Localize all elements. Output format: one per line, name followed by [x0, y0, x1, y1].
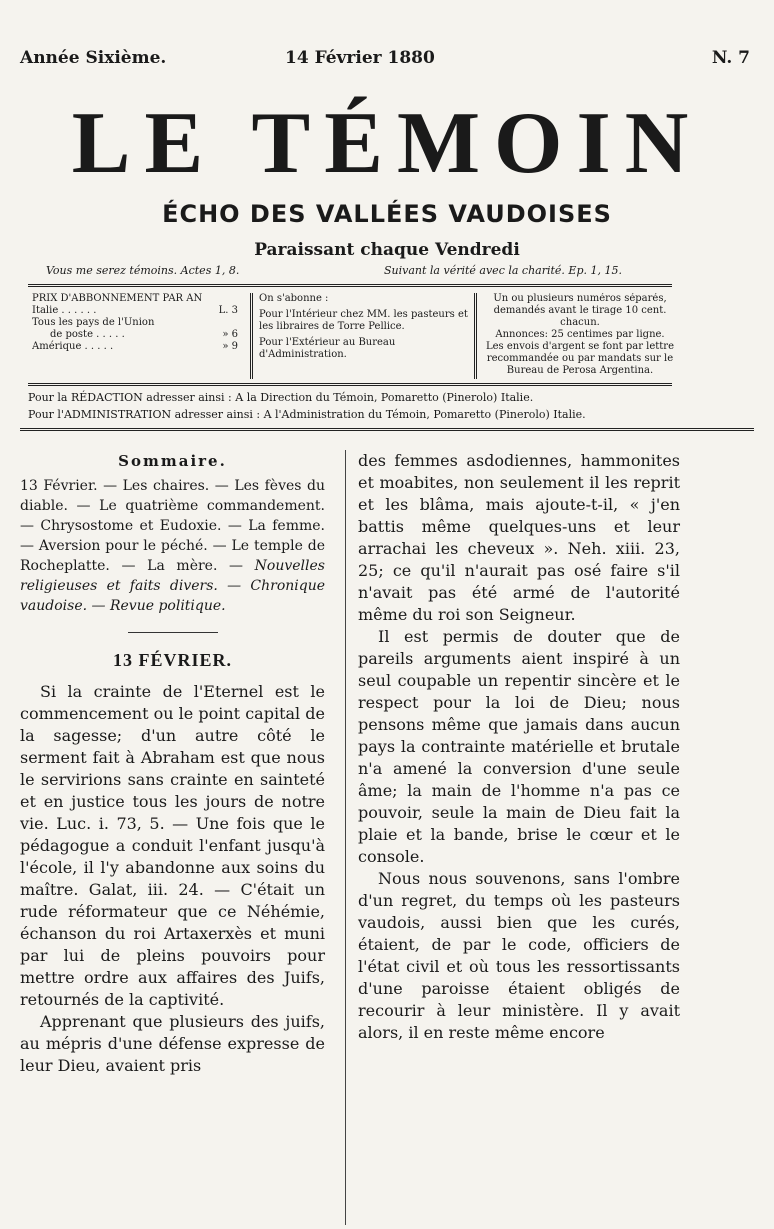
newspaper-subtitle: ÉCHO DES VALLÉES VAUDOISES — [162, 200, 612, 228]
motto-right: Suivant la vérité avec la charité. Ep. 1, 15. — [384, 264, 622, 277]
where-exterior: Pour l'Extérieur au Bureau d'Administration. — [259, 337, 396, 360]
sommaire-body — [20, 476, 325, 616]
publication-frequency: Paraissant chaque Vendredi — [254, 240, 520, 260]
issue-year: Année Sixième. — [20, 48, 167, 68]
article-paragraph: Si la crainte de l'Eternel est le commencement ou le point capital de la sagesse; d'un autre côté le serment fait à Abraham est que nous le servirions sans crainte en sainteté et en justice tous les jours de notre vie. Luc. i. 73, 5. — Une fois que le pédagogue a conduit l'enfant jusqu'à l'école, il l'y abandonne aux soins du maître. Galat, iii. 24. — C'était un rude réformateur que ce Néhémie, échanson du roi Artaxerxès et muni par lui de pleins pouvoirs pour mettre ordre aux affaires des Juifs, retournés de la captivité. — [20, 682, 325, 1009]
price-column — [32, 293, 238, 379]
address-block — [28, 390, 728, 423]
sommaire-items-italic: Nouvelles religieuses et faits divers. — Chronique vaudoise. — Revue politique. — [20, 558, 325, 614]
single-issue-notice: Un ou plusieurs numéros séparés, demandés avant le tirage 10 cent. chacun. — [493, 293, 667, 328]
where-column — [250, 293, 471, 379]
header-rule — [20, 428, 754, 431]
redaction-address: Pour la RÉDACTION adresser ainsi : A la Direction du Témoin, Pomaretto (Pinerolo) Italie. — [28, 391, 534, 404]
sommaire-title: Sommaire. — [118, 452, 227, 470]
ads-notice: Annonces: 25 centimes par ligne. — [495, 329, 665, 340]
price-row: de poste . . . . . » 6 — [50, 329, 238, 340]
notices-column — [474, 293, 677, 379]
article-paragraph: Il est permis de douter que de pareils arguments aient inspiré à un seul coupable un repentir sincère et le respect pour la loi de Dieu; nous pensons même que jamais dans aucun pays la contrainte matérielle et brutale n'a amené la conversion d'une seule âme; la main de l'homme n'a pas ce pouvoir, seule la main de Dieu fait la plaie et la bande, brise le cœur et le console. — [358, 627, 680, 866]
article-paragraph: Apprenant que plusieurs des juifs, au mépris d'une défense expresse de leur Dieu, avaient pris — [20, 1012, 325, 1075]
issue-number: N. 7 — [711, 48, 750, 68]
section-rule — [128, 632, 218, 633]
newspaper-title: LE TÉMOIN — [71, 95, 703, 192]
article-paragraph: des femmes asdodiennes, hammonites et moabites, non seulement il les reprit et les blâma, mais ajoute-t-il, « j'en battis même quelques-uns et leur arrachai les cheveux ». Neh. xiii. 23, 25; ce qu'il n'aurait pas osé faire s'il n'avait pas été armé de l'autorité même du roi son Seigneur. — [358, 451, 680, 624]
money-notice: Les envois d'argent se font par lettre recommandée ou par mandats sur le Bureau de Perosa Argentina. — [485, 341, 675, 376]
motto-left: Vous me serez témoins. Actes 1, 8. — [46, 264, 240, 277]
right-column — [358, 450, 680, 1044]
where-heading: On s'abonne : — [259, 293, 329, 304]
administration-address: Pour l'ADMINISTRATION adresser ainsi : A l'Administration du Témoin, Pomaretto (Pinerolo) Italie. — [28, 407, 586, 421]
where-interior: Pour l'Intérieur chez MM. les pasteurs et les libraires de Torre Pellice. — [259, 309, 468, 332]
issue-info-line — [20, 48, 754, 72]
price-row: Tous les pays de l'Union — [32, 317, 155, 328]
price-row: Amérique . . . . . » 9 — [32, 341, 238, 352]
subscription-box — [28, 284, 675, 386]
article-paragraph: Nous nous souvenons, sans l'ombre d'un regret, du temps où les pasteurs vaudois, aussi bien que les curés, étaient, de par le code, officiers de l'état civil et où tous les ressortissants d'une paroisse étaient obligés de recourir à leur ministère. Il y avait alors, il en reste même encore — [358, 869, 680, 1042]
price-row: Italie . . . . . . L. 3 — [32, 305, 238, 316]
issue-date: 14 Février 1880 — [285, 48, 435, 68]
price-heading: PRIX D'ABBONNEMENT PAR AN — [32, 293, 203, 304]
left-column — [20, 450, 325, 1077]
article-title: 13 FÉVRIER. — [112, 650, 232, 670]
column-divider — [345, 450, 346, 1225]
sommaire-items: 13 Février. — Les chaires. — Les fèves du diable. — Le quatrième commandement. — Chrysostome et Eudoxie. — La femme. — Aversion pour le péché. — Le temple de Rocheplatte. — La mère. — — [20, 478, 325, 574]
